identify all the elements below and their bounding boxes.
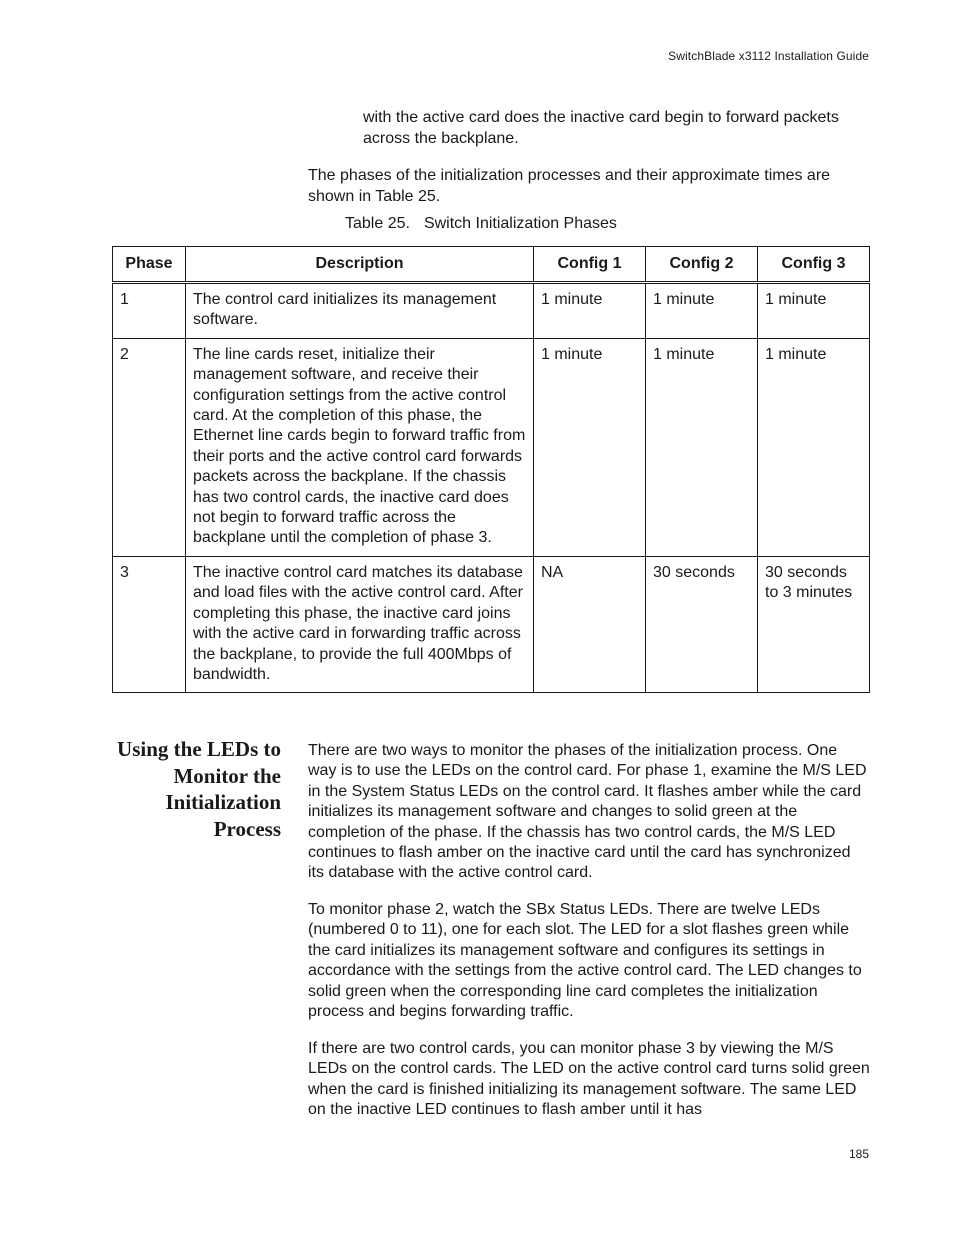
cell-phase: 1 bbox=[113, 283, 186, 339]
cell-phase: 3 bbox=[113, 556, 186, 692]
table-row bbox=[113, 283, 870, 339]
cell-config3: 30 seconds to 3 minutes bbox=[758, 556, 870, 692]
table-caption bbox=[345, 214, 617, 234]
column-header-config2: Config 2 bbox=[646, 247, 758, 283]
cell-config1: 1 minute bbox=[534, 338, 646, 556]
table-caption-title: Switch Initialization Phases bbox=[423, 215, 617, 232]
cell-phase: 2 bbox=[113, 338, 186, 556]
cell-config1: 1 minute bbox=[534, 283, 646, 339]
table-row bbox=[113, 556, 870, 692]
body-paragraph: To monitor phase 2, watch the SBx Status LEDs. There are twelve LEDs (numbered 0 to 11), one for each slot. The LED for a slot flashes green while the card initializes its management software and configures its settings in accordance with the settings from the active control card. The LED changes to solid green when the corresponding line card completes the initialization process and begins forwarding traffic. bbox=[308, 901, 862, 1021]
column-header-config1: Config 1 bbox=[534, 247, 646, 283]
intro-paragraph: The phases of the initialization processes and their approximate times are shown in Table 25. bbox=[308, 167, 831, 205]
cell-description: The line cards reset, initialize their management software, and receive their configuration settings from the active control card. At the completion of this phase, the Ethernet line cards begin to forward traffic from their ports and the active control card forwards packets across the backplane. If the chassis has two control cards, the inactive card does not begin to forward traffic across the backplane until the completion of phase 3. bbox=[186, 338, 534, 556]
initialization-phases-table bbox=[112, 246, 870, 693]
table-caption-number: Table 25. bbox=[345, 215, 410, 232]
running-header: SwitchBlade x3112 Installation Guide bbox=[668, 49, 869, 63]
table-header-row bbox=[113, 247, 870, 283]
cell-config2: 1 minute bbox=[646, 283, 758, 339]
column-header-description: Description bbox=[186, 247, 534, 283]
section-heading: Using the LEDs to Monitor the Initialization Process bbox=[117, 737, 281, 841]
column-header-config3: Config 3 bbox=[758, 247, 870, 283]
cell-config1: NA bbox=[534, 556, 646, 692]
cell-config2: 30 seconds bbox=[646, 556, 758, 692]
continued-paragraph: with the active card does the inactive card begin to forward packets across the backplane. bbox=[363, 109, 839, 147]
body-paragraph: If there are two control cards, you can monitor phase 3 by viewing the M/S LEDs on the control cards. The LED on the active control card turns solid green when the card is finished initializing its management software. The same LED on the inactive LED continues to flash amber until it has bbox=[308, 1040, 870, 1119]
cell-description: The control card initializes its management software. bbox=[186, 283, 534, 339]
cell-config3: 1 minute bbox=[758, 283, 870, 339]
column-header-phase: Phase bbox=[113, 247, 186, 283]
cell-config2: 1 minute bbox=[646, 338, 758, 556]
body-paragraph: There are two ways to monitor the phases of the initialization process. One way is to use the LEDs on the control card. For phase 1, examine the M/S LED in the System Status LEDs on the control card. It flashes amber while the card initializes its management software and changes to solid green at the completion of the phase. If the chassis has two control cards, the M/S LED continues to flash amber on the inactive card until the card has synchronized its database with the active control card. bbox=[308, 742, 867, 882]
cell-config3: 1 minute bbox=[758, 338, 870, 556]
table-row bbox=[113, 338, 870, 556]
cell-description: The inactive control card matches its database and load files with the active control card. After completing this phase, the inactive card joins with the active card in forwarding traffic across the backplane, to provide the full 400Mbps of bandwidth. bbox=[186, 556, 534, 692]
page-number: 185 bbox=[848, 1147, 869, 1161]
